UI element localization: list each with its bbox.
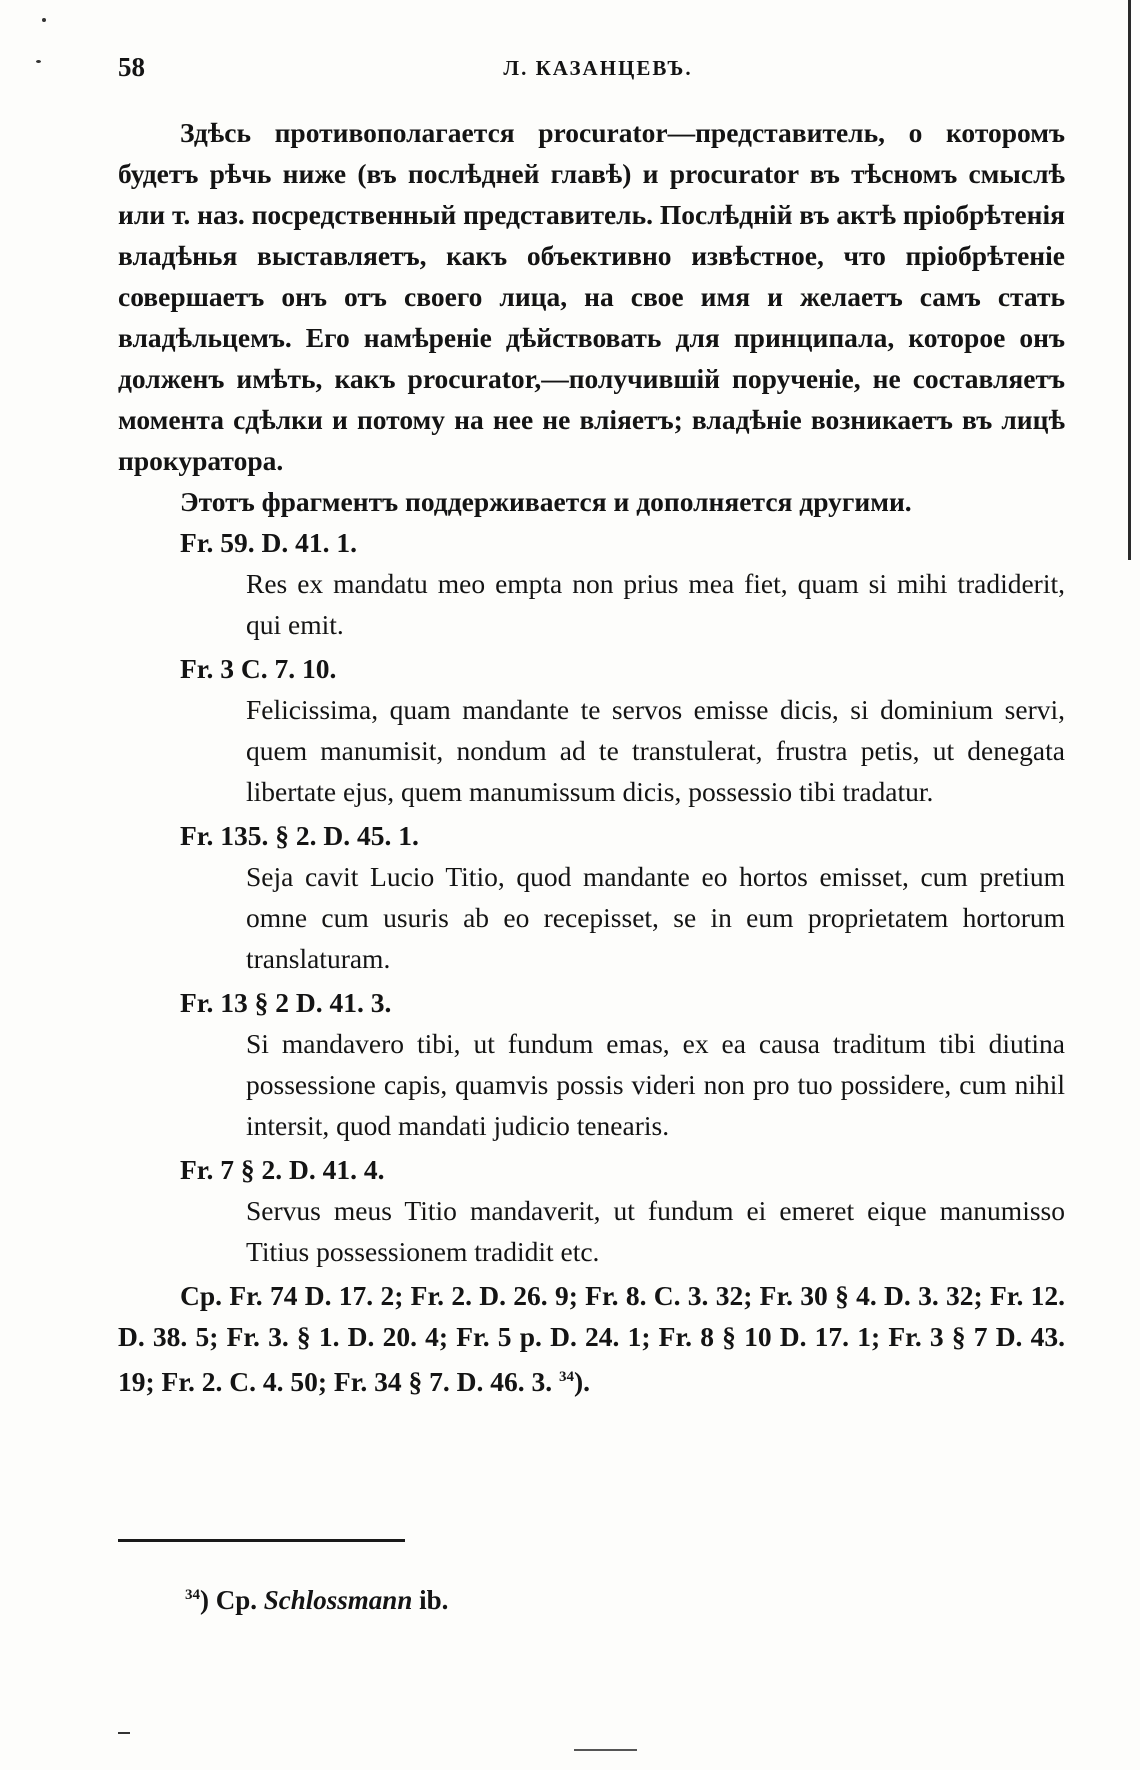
fragment-block <box>118 815 1065 979</box>
scan-speck <box>42 18 46 22</box>
footnote-author: Schlossmann <box>263 1585 413 1615</box>
footnote-call[interactable]: 34 <box>559 1369 574 1385</box>
fragment-text: Res ex mandatu meo empta non prius mea fiet, quam si mihi tradiderit, qui emit. <box>246 568 1065 640</box>
scan-mark <box>574 1749 637 1751</box>
fragment-reference: Fr. 3 C. 7. 10. <box>180 653 337 684</box>
fragment-block <box>118 982 1065 1146</box>
fragment-text: Si mandavero tibi, ut fundum emas, ex ea causa traditum tibi diutina possessione capis, quamvis possis videri non pro tuo possidere, cum nihil intersit, quod mandati judicio tenearis. <box>246 1028 1065 1141</box>
fragment-reference: Fr. 59. D. 41. 1. <box>180 527 357 558</box>
fragment-reference: Fr. 135. § 2. D. 45. 1. <box>180 820 419 851</box>
fragment-reference: Fr. 13 § 2 D. 41. 3. <box>180 987 392 1018</box>
cross-reference-closing: ). <box>574 1366 591 1398</box>
scan-speck <box>36 60 41 63</box>
fragment-reference: Fr. 7 § 2. D. 41. 4. <box>180 1154 385 1185</box>
footnote-marker: 34 <box>185 1587 200 1603</box>
fragment-block <box>118 648 1065 812</box>
fragment-block <box>118 522 1065 645</box>
main-text <box>118 112 1065 1402</box>
page-edge-line <box>1128 0 1131 560</box>
fragment-text: Servus meus Titio mandaverit, ut fundum ei emeret eique manumisso Titius possessionem tradidit etc. <box>246 1195 1065 1267</box>
intro-paragraph: Здѣсь противополагается procurator—представитель, о которомъ будетъ рѣчь ниже (въ послѣдней главѣ) и procurator въ тѣсномъ смыслѣ или т. наз. посредственный представитель. Послѣднiй въ актѣ прiобрѣтенiя владѣнья выставляетъ, какъ объективно извѣстное, что прiобрѣтенiе совершаетъ онъ отъ своего лица, на свое имя и желаетъ самъ стать владѣльцемъ. Его намѣренiе дѣйствовать для принципала, которое онъ долженъ имѣть, какъ procurator,—получившiй порученiе, не составляетъ момента сдѣлки и потому на нее не влiяетъ; владѣнiе возникаетъ въ лицѣ прокуратора. <box>118 117 1066 476</box>
fragment-text: Seja cavit Lucio Titio, quod mandante eo hortos emisset, cum pretium omne cum usuris ab eo recepisset, se in eum proprietatem hortorum translaturam. <box>246 861 1065 974</box>
footnote <box>185 1585 448 1616</box>
page-header <box>118 52 1078 92</box>
fragment-text: Felicissima, quam mandante te servos emisse dicis, si dominium servi, quem manumisit, nondum ad te transtulerat, frustra petis, ut denegata libertate ejus, quem manumissum dicis, possessio tibi tradatur. <box>246 694 1065 807</box>
page-number: 58 <box>118 52 145 82</box>
transition-paragraph: Этотъ фрагментъ поддерживается и дополняется другими. <box>180 486 912 517</box>
footnote-prefix: Cp. <box>215 1585 258 1615</box>
cross-reference-paragraph <box>118 1275 1065 1402</box>
footnote-marker-close: ) <box>200 1585 209 1615</box>
cross-reference-text: Cp. Fr. 74 D. 17. 2; Fr. 2. D. 26. 9; Fr. 8. C. 3. 32; Fr. 30 § 4. D. 3. 32; Fr. 12. D. 38. 5; Fr. 3. § 1. D. 20. 4; Fr. 5 p. D. 24. 1; Fr. 8 § 10 D. 17. 1; Fr. 3 § 7 D. 43. 19; Fr. 2. C. 4. 50; Fr. 34 § 7. D. 46. 3. <box>118 1280 1065 1398</box>
scan-mark <box>118 1732 130 1734</box>
fragment-block <box>118 1149 1065 1272</box>
footnote-divider <box>118 1539 405 1542</box>
running-title: Л. КАЗАНЦЕВЪ. <box>503 56 693 80</box>
footnote-suffix: ib. <box>419 1585 449 1615</box>
